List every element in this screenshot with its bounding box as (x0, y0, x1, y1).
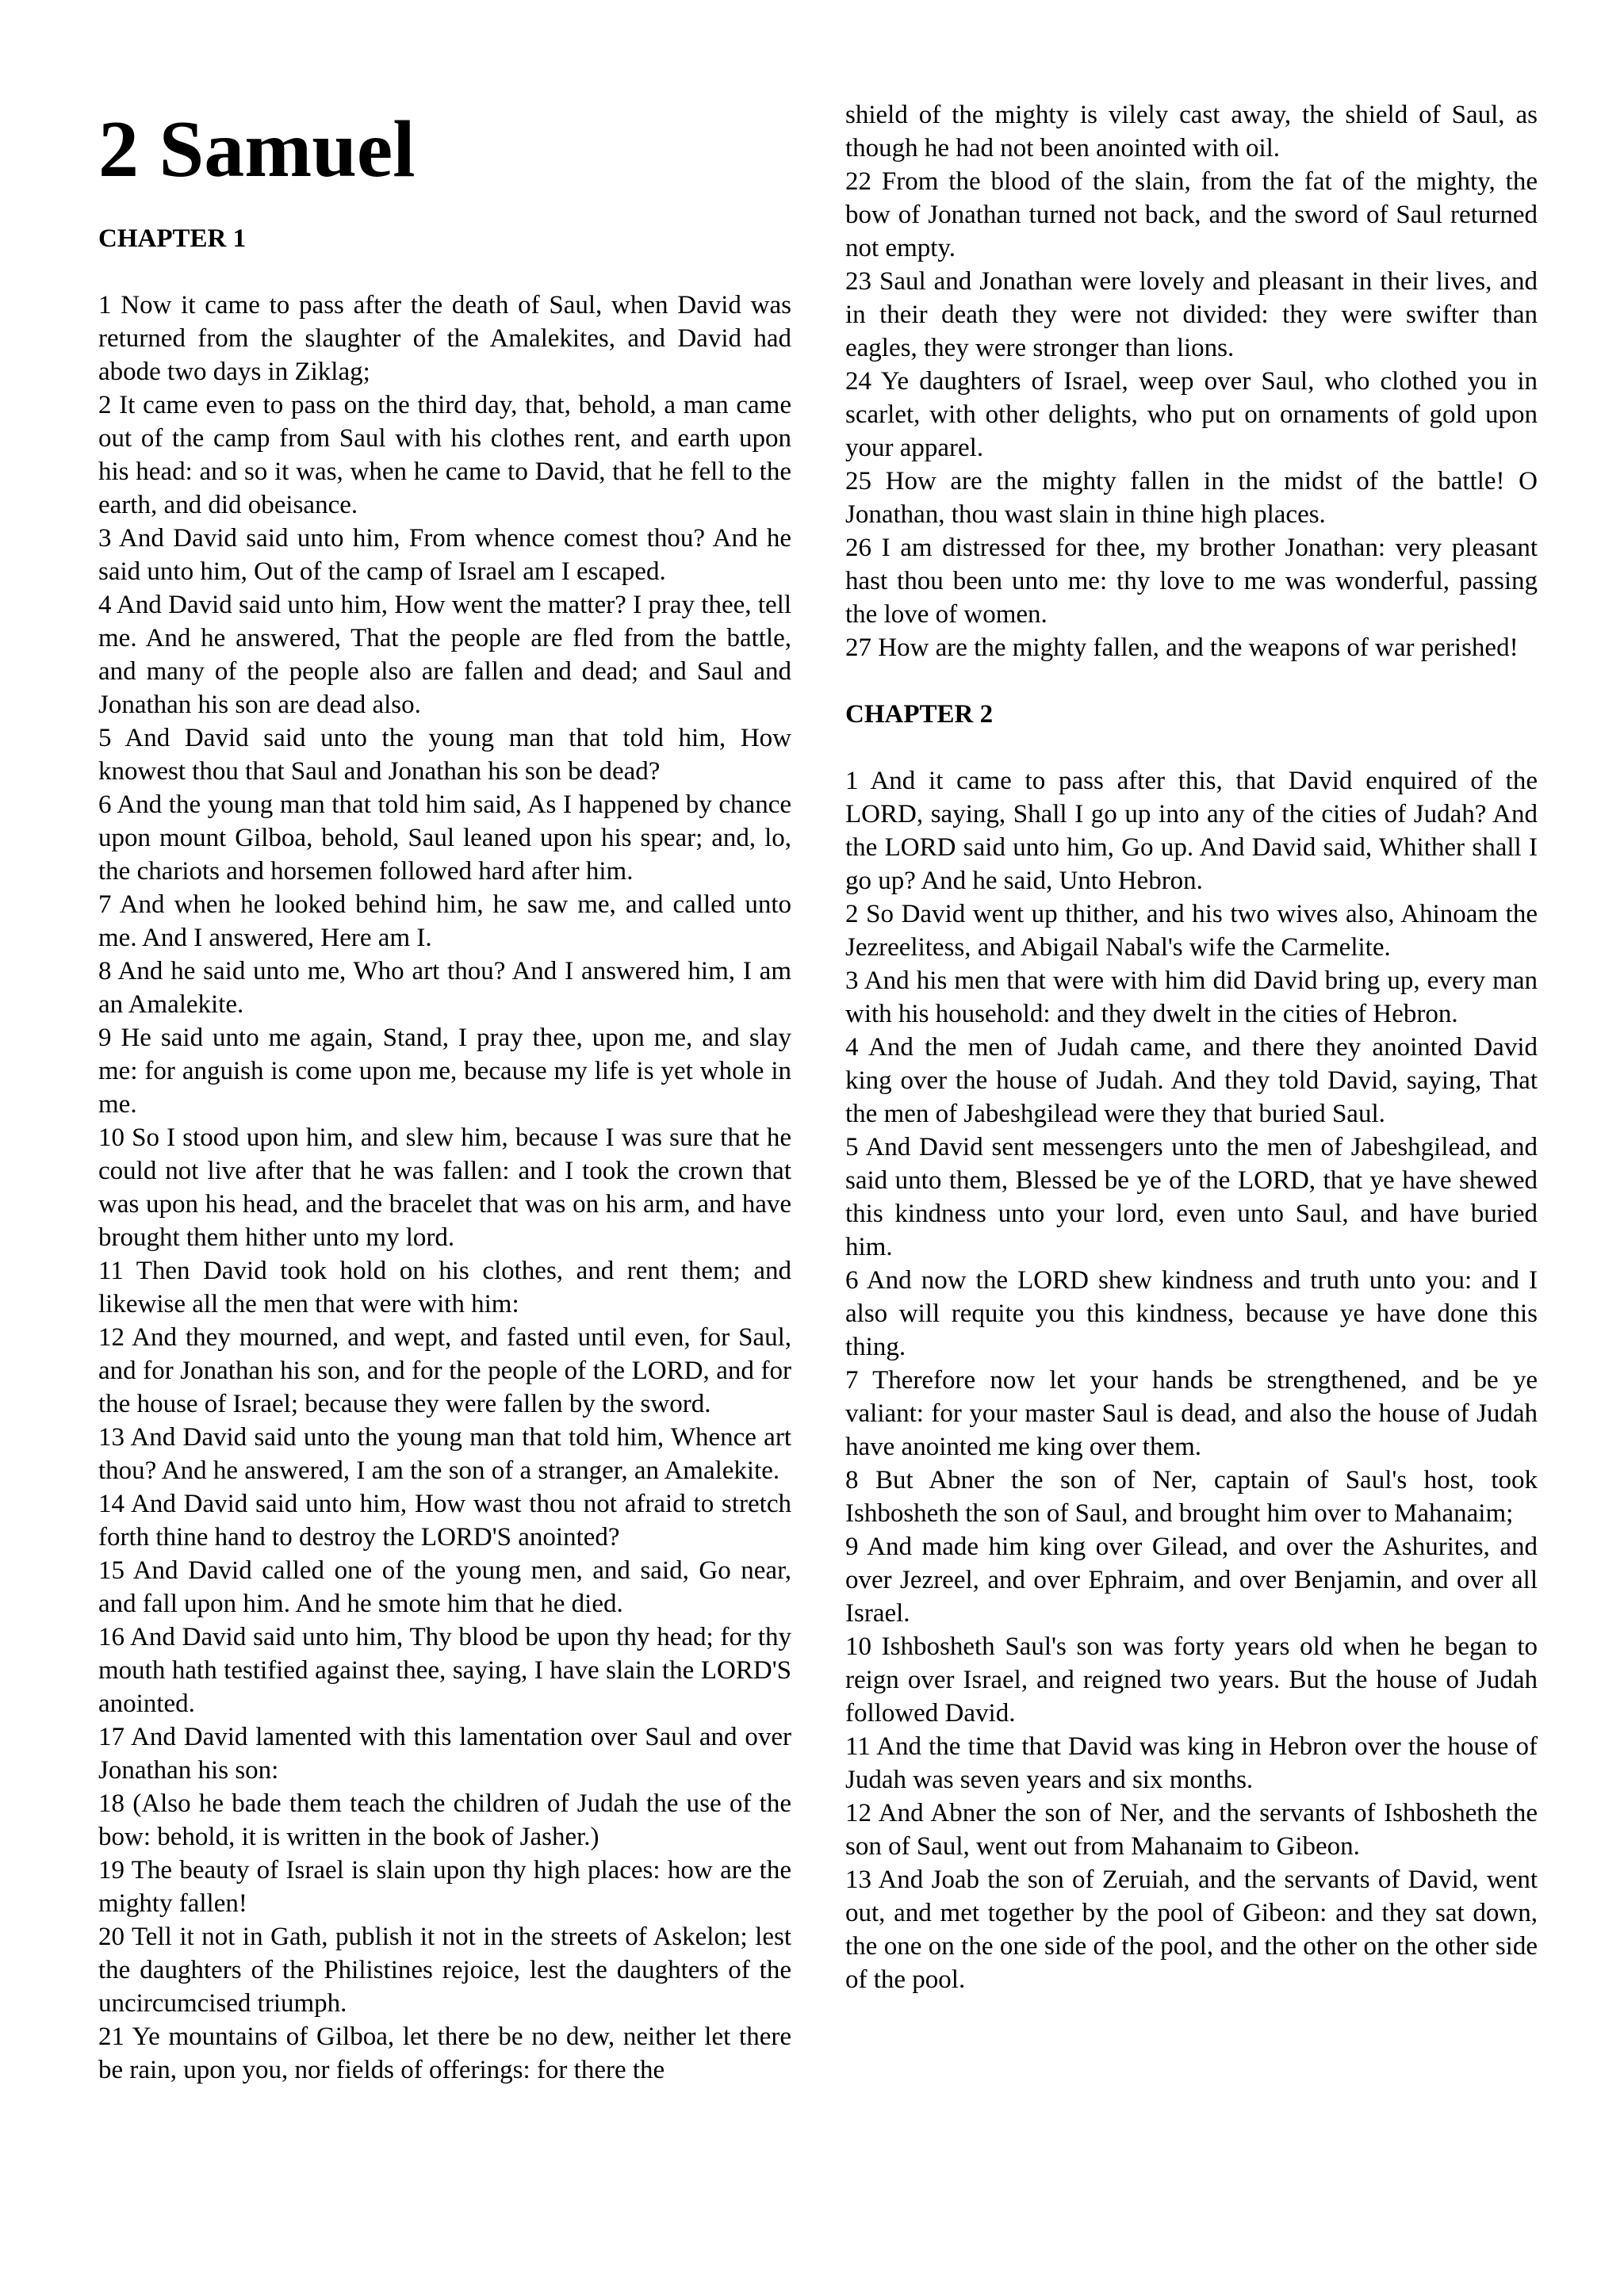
verse-21-part: 21 Ye mountains of Gilboa, let there be no dew, neither let there be rain, upon you, nor fields of offerings: for there the (98, 2022, 791, 2084)
verse: 3 And David said unto him, From whence comest thou? And he said unto him, Out of the camp of Israel am I escaped. (98, 524, 791, 586)
chapter-heading-1: CHAPTER 1 (98, 224, 247, 253)
chapter-heading-2: CHAPTER 2 (845, 700, 994, 729)
verse: 8 And he said unto me, Who art thou? And I answered him, I am an Amalekite. (98, 957, 791, 1019)
verse: 13 And David said unto the young man that told him, Whence art thou? And he answered, I am the son of a stranger, an Amalekite. (98, 1423, 791, 1485)
verse: 11 And the time that David was king in Hebron over the house of Judah was seven years and six months. (845, 1732, 1538, 1794)
verse: 2 So David went up thither, and his two wives also, Ahinoam the Jezreelitess, and Abigail Nabal's wife the Carmelite. (845, 900, 1538, 962)
verse: 23 Saul and Jonathan were lovely and pleasant in their lives, and in their death they were not divided: they were swifter than eagles, they were stronger than lions. (845, 267, 1538, 362)
verse: 20 Tell it not in Gath, publish it not in the streets of Askelon; lest the daughters of the Philistines rejoice, lest the daughters of the uncircumcised triumph. (98, 1923, 791, 2018)
verse-continuation: shield of the mighty is vilely cast away, the shield of Saul, as though he had not been anointed with oil. (845, 101, 1538, 163)
right-column (845, 98, 1538, 1996)
verse: 5 And David said unto the young man that told him, How knowest thou that Saul and Jonathan his son be dead? (98, 724, 791, 786)
verse: 6 And now the LORD shew kindness and truth unto you: and I also will requite you this kindness, because ye have done this thing. (845, 1266, 1538, 1361)
verse: 5 And David sent messengers unto the men of Jabeshgilead, and said unto them, Blessed be ye of the LORD, that ye have shewed this kindness unto your lord, even unto Saul, and have buried him. (845, 1133, 1538, 1261)
verse: 7 And when he looked behind him, he saw me, and called unto me. And I answered, Here am I. (98, 890, 791, 952)
book-title: 2 Samuel (98, 105, 416, 194)
verse-split-first (98, 2020, 791, 2087)
verse: 12 And Abner the son of Ner, and the servants of Ishbosheth the son of Saul, went out from Mahanaim to Gibeon. (845, 1799, 1538, 1861)
verse: 10 Ishbosheth Saul's son was forty years old when he began to reign over Israel, and reigned two years. But the house of Judah followed David. (845, 1632, 1538, 1728)
verse: 13 And Joab the son of Zeruiah, and the servants of David, went out, and met together by the pool of Gibeon: and they sat down, the one on the one side of the pool, and the other on the other side of the pool. (845, 1866, 1538, 1994)
verse: 4 And the men of Judah came, and there they anointed David king over the house of Judah. And they told David, saying, That the men of Jabeshgilead were they that buried Saul. (845, 1033, 1538, 1128)
verse: 18 (Also he bade them teach the children of Judah the use of the bow: behold, it is written in the book of Jasher.) (98, 1789, 791, 1851)
verse: 9 He said unto me again, Stand, I pray thee, upon me, and slay me: for anguish is come upon me, because my life is yet whole in me. (98, 1024, 791, 1119)
verse: 2 It came even to pass on the third day, that, behold, a man came out of the camp from Saul with his clothes rent, and earth upon his head: and so it was, when he came to David, that he fell to the earth, and did obeisance. (98, 391, 791, 519)
verse: 14 And David said unto him, How wast thou not afraid to stretch forth thine hand to destroy the LORD'S anointed? (98, 1490, 791, 1552)
verse: 1 And it came to pass after this, that David enquired of the LORD, saying, Shall I go up into any of the cities of Judah? And the LORD said unto him, Go up. And David said, Whither shall I go up? And he said, Unto Hebron. (845, 767, 1538, 895)
verse: 26 I am distressed for thee, my brother Jonathan: very pleasant hast thou been unto me: thy love to me was wonderful, passing the love of women. (845, 534, 1538, 629)
verse: 27 How are the mighty fallen, and the weapons of war perished! (845, 633, 1519, 662)
verse: 10 So I stood upon him, and slew him, because I was sure that he could not live after that he was fallen: and I took the crown that was upon his head, and the bracelet that was on his arm, and have brought them hither unto my lord. (98, 1123, 791, 1252)
verse: 16 And David said unto him, Thy blood be upon thy head; for thy mouth hath testified against thee, saying, I have slain the LORD'S anointed. (98, 1623, 791, 1718)
verse: 8 But Abner the son of Ner, captain of Saul's host, took Ishbosheth the son of Saul, and brought him over to Mahanaim; (845, 1466, 1538, 1528)
verse: 11 Then David took hold on his clothes, and rent them; and likewise all the men that were with him: (98, 1257, 791, 1318)
verse: 15 And David called one of the young men, and said, Go near, and fall upon him. And he smote him that he died. (98, 1556, 791, 1618)
verse: 17 And David lamented with this lamentation over Saul and over Jonathan his son: (98, 1723, 791, 1785)
verse: 24 Ye daughters of Israel, weep over Saul, who clothed you in scarlet, with other delights, who put on ornaments of gold upon your apparel. (845, 367, 1538, 462)
verse: 22 From the blood of the slain, from the fat of the mighty, the bow of Jonathan turned not back, and the sword of Saul returned not empty. (845, 167, 1538, 262)
verse: 19 The beauty of Israel is slain upon thy high places: how are the mighty fallen! (98, 1856, 791, 1918)
verse: 3 And his men that were with him did David bring up, every man with his household: and they dwelt in the cities of Hebron. (845, 966, 1538, 1028)
verse: 12 And they mourned, and wept, and fasted until even, for Saul, and for Jonathan his son, and for the people of the LORD, and for the house of Israel; because they were fallen by the sword. (98, 1323, 791, 1418)
left-column-flow (98, 222, 791, 2087)
verse: 9 And made him king over Gilead, and over the Ashurites, and over Jezreel, and over Ephraim, and over Benjamin, and over all Israel. (845, 1533, 1538, 1628)
verse: 7 Therefore now let your hands be strengthened, and be ye valiant: for your master Saul is dead, and also the house of Judah have anointed me king over them. (845, 1366, 1538, 1461)
verse: 4 And David said unto him, How went the matter? I pray thee, tell me. And he answered, That the people are fled from the battle, and many of the people also are fallen and dead; and Saul and Jonathan his son are dead also. (98, 591, 791, 719)
verse: 6 And the young man that told him said, As I happened by chance upon mount Gilboa, behold, Saul leaned upon his spear; and, lo, the chariots and horsemen followed hard after him. (98, 790, 791, 886)
chapter-gap (845, 664, 1538, 698)
verse: 1 Now it came to pass after the death of Saul, when David was returned from the slaughter of the Amalekites, and David had abode two days in Ziklag; (98, 291, 791, 386)
verse: 25 How are the mighty fallen in the midst of the battle! O Jonathan, thou wast slain in thine high places. (845, 467, 1538, 529)
